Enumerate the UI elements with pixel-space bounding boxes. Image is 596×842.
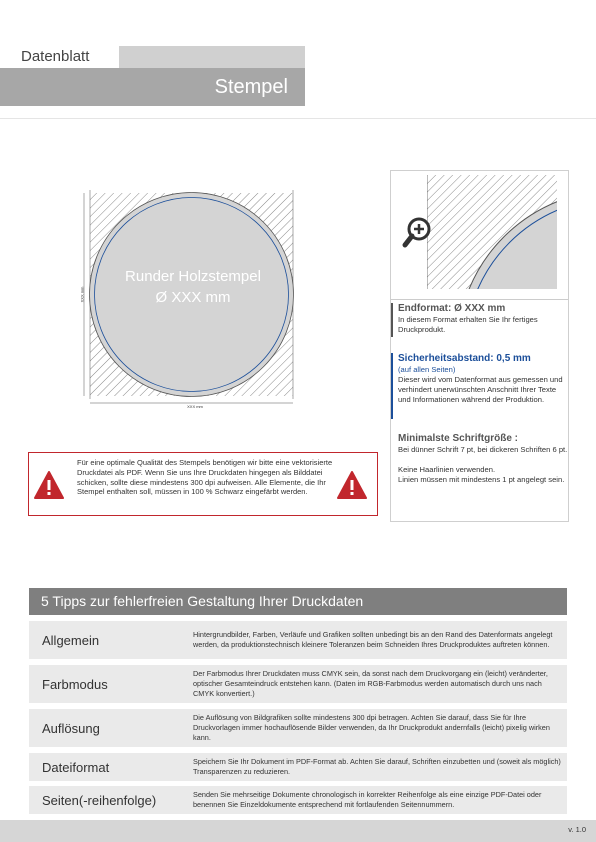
safety-block [398,353,568,405]
font-size-title: Minimalste Schriftgröße : [398,433,519,444]
tip-label: Dateiformat [42,759,110,775]
page-title: Stempel [0,68,305,106]
zoom-icon [402,217,432,251]
tip-text: Der Farbmodus Ihrer Druckdaten muss CMYK sein, da sonst nach dem Druckvorgang ein (leicht) veränderter, optischer Gesamteindruck entstehen kann. (Daten im RGB-Farbmodus werden automatisch durch uns nach CMYK konvertiert.) [193,669,548,698]
stamp-diameter: Ø XXX mm [155,289,231,306]
tip-row-pageorder [29,786,567,814]
divider [0,118,596,119]
endformat-text: In diesem Format erhalten Sie Ihr fertiges Druckprodukt. [398,315,538,334]
datasheet-tab: Datenblatt [0,46,119,68]
tip-label: Seiten(-reihenfolge) [42,792,157,808]
tip-text: Senden Sie mehrseitige Dokumente chronologisch in korrekter Reihenfolge als eine einzige PDF-Datei oder benennen Sie Einzeldokumente entsprechend mit fortlaufenden Seitennummern. [193,790,542,809]
tip-label: Allgemein [42,632,100,648]
tip-label: Farbmodus [42,676,108,692]
zoom-detail [427,175,567,293]
tip-text: Speichern Sie Ihr Dokument im PDF-Format ab. Achten Sie darauf, Schriften einzubetten und (soweit als möglich) Transparenzen zu reduzieren. [193,757,561,776]
warning-text: Für eine optimale Qualität des Stempels benötigen wir bitte eine vektorisierte Druckdatei als PDF. Wenn Sie uns Ihre Druckdaten hingegen als Bilddatei schicken, sollte diese mindestens 300 dpi aufweisen. Alle Elemente, die Ihr Stempel enthalten soll, müssen in 100 % Schwarz eingefärbt werden. [77,458,333,497]
warning-icon-right [337,470,367,500]
font-size-block [398,433,568,485]
tip-row-fileformat [29,753,567,781]
info-separator [391,299,568,300]
tip-row-general [29,621,567,659]
line-width-text: Linien müssen mit mindestens 1 pt angelegt sein. [398,475,565,484]
hairline-text: Keine Haarlinien verwenden. [398,465,496,474]
tip-text: Die Auflösung von Bildgrafiken sollte mindestens 300 dpi betragen. Achten Sie darauf, dass Sie für Ihre Druckvorlagen immer hochauflösende Bilder verwenden, da Ihr Druckprodukt andernfalls (leicht) pixelig wirken kann. [193,713,550,742]
safety-subtitle: (auf allen Seiten) [398,365,456,374]
footer-bar [0,820,596,842]
tip-row-colormode [29,665,567,703]
safety-title: Sicherheitsabstand: 0,5 mm [398,353,531,364]
stamp-title: Runder Holzstempel [125,268,261,285]
version-label: v. 1.0 [568,825,586,834]
endformat-title: Endformat: Ø XXX mm [398,303,506,314]
dim-label-horizontal: XXX mm [187,404,203,409]
tips-heading: 5 Tipps zur fehlerfreien Gestaltung Ihrer Druckdaten [29,588,567,615]
warning-icon-left [34,470,64,500]
dim-label-vertical: XXX mm [79,286,85,303]
warning-box [28,452,378,516]
font-size-text: Bei dünner Schrift 7 pt, bei dickeren Schriften 6 pt. [398,445,568,454]
endformat-block [398,303,568,335]
safety-text: Dieser wird vom Datenformat aus gemessen und verhindert unerwünschten Anschnitt Ihrer Texte und Informationen während der Produktion. [398,375,563,404]
tip-text: Hintergrundbilder, Farben, Verläufe und Grafiken sollten unbedingt bis an den Rand des Datenformats angelegt werden, da produktionstechnisch kleinere Toleranzen beim Schneiden Ihres Druckproduktes auftreten können. [193,630,553,649]
tip-label: Auflösung [42,720,100,736]
info-panel [390,170,569,522]
tip-row-resolution [29,709,567,747]
